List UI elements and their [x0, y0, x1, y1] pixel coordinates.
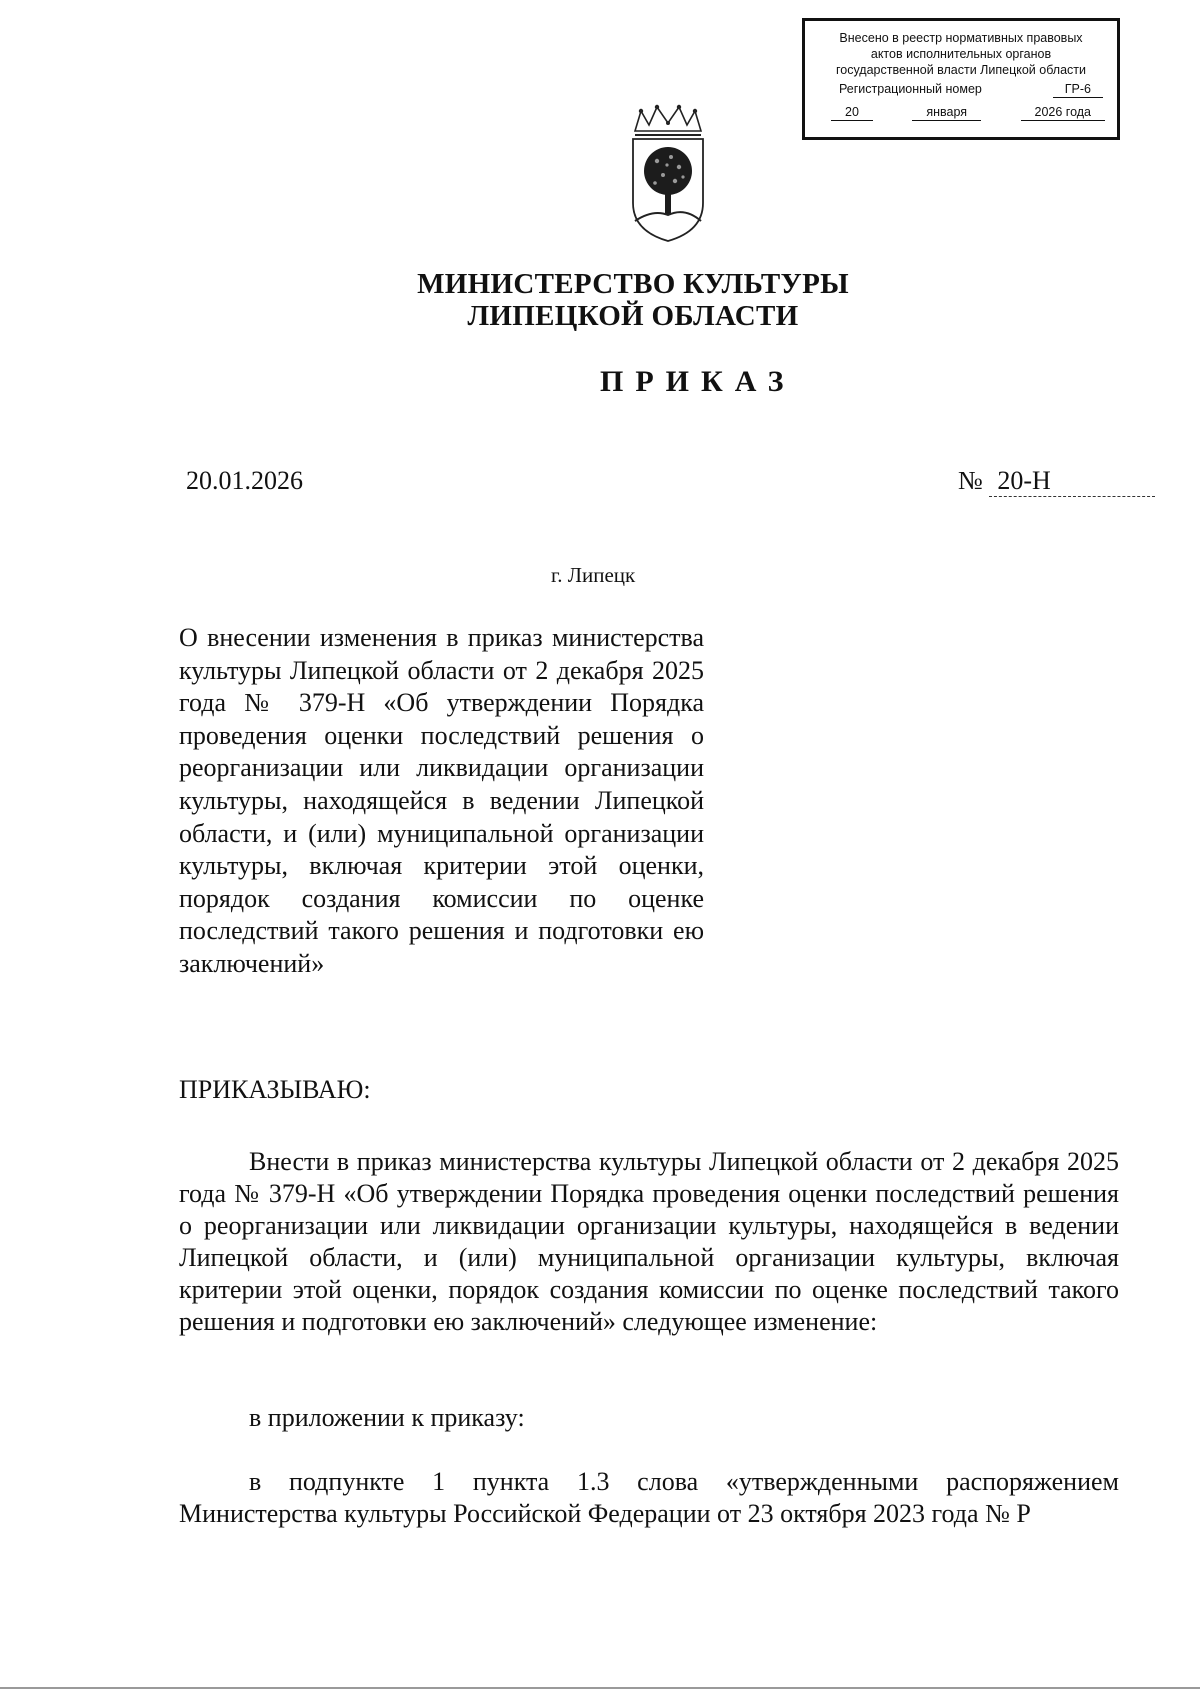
stamp-registration [815, 81, 1107, 98]
document-city: г. Липецк [551, 563, 636, 587]
document-number [958, 466, 1155, 497]
stamp-year: 2026 года [1021, 104, 1106, 121]
body-paragraph-3: в подпункте 1 пункта 1.3 слова «утвержденными распоряжением Министерства культуры Российской Федерации от 23 октября 2023 года № Р [179, 1467, 1119, 1528]
body-paragraph-2: в приложении к приказу: [249, 1403, 525, 1432]
stamp-date [815, 104, 1107, 121]
body-paragraph-1: Внести в приказ министерства культуры Липецкой области от 2 декабря 2025 года № 379-Н «Об утверждении Порядка проведения оценки последствий решения о реорганизации или ликвидации организации культуры, находящейся в ведении Липецкой области, и (или) муниципальной организации культуры, включая критерии этой оценки, порядок создания комиссии по оценке последствий такого решения и подготовки ею заключений» следующее изменение: [179, 1147, 1119, 1336]
registry-stamp [802, 18, 1120, 140]
coat-of-arms-icon [627, 103, 709, 243]
stamp-day: 20 [831, 104, 873, 121]
number-label: № [958, 466, 983, 495]
stamp-reg-label: Регистрационный номер [839, 82, 982, 96]
stamp-line-3: государственной власти Липецкой области [835, 63, 1087, 77]
order-word: ПРИКАЗЫВАЮ: [179, 1075, 371, 1104]
stamp-line-2: актов исполнительных органов [870, 47, 1052, 61]
page-bottom-rule [0, 1687, 1200, 1689]
document-date: 20.01.2026 [186, 466, 303, 495]
document-subject: О внесении изменения в приказ министерства культуры Липецкой области от 2 декабря 2025 года № 379-Н «Об утверждении Порядка проведения оценки последствий решения о реорганизации или ликвидации организации культуры, находящейся в ведении Липецкой области, и (или) муниципальной организации культуры, включая критерии этой оценки, порядок создания комиссии по оценке последствий такого решения и подготовки ею заключений» [179, 623, 704, 978]
stamp-line-1: Внесено в реестр нормативных правовых [839, 31, 1083, 45]
number-value: 20-Н [989, 466, 1155, 497]
ministry-title-line-1: МИНИСТЕРСТВО КУЛЬТУРЫ [417, 268, 849, 300]
stamp-month: января [912, 104, 981, 121]
ministry-title-line-2: ЛИПЕЦКОЙ ОБЛАСТИ [467, 300, 799, 332]
document-type: ПРИКАЗ [600, 365, 796, 398]
stamp-reg-number: ГР-6 [1053, 81, 1103, 98]
